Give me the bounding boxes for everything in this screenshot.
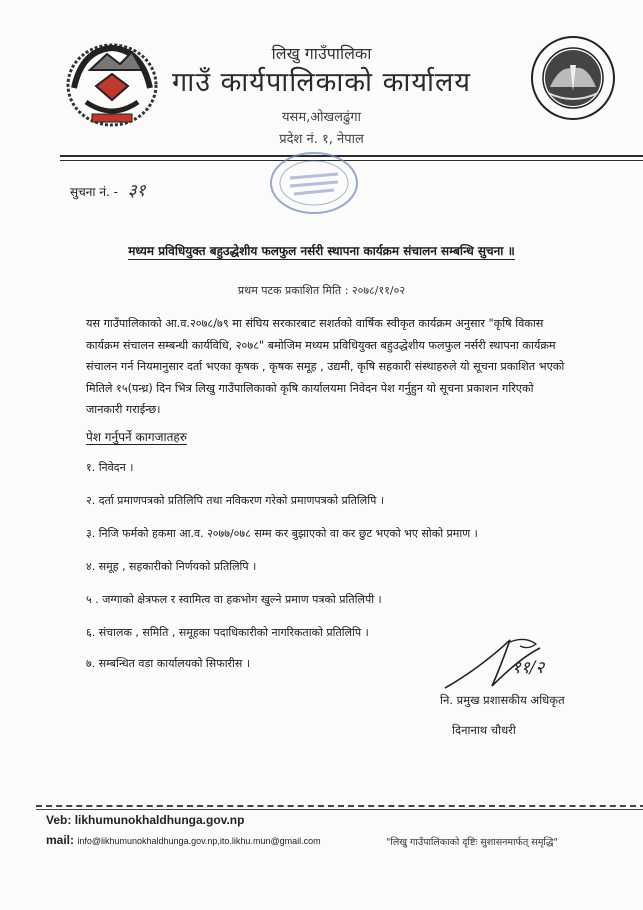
address-line-1: यसम,ओखलढुंगा	[282, 110, 361, 125]
email-link[interactable]: info@likhumunokhaldhunga.gov.np,ito.likhu.mun@gmail.com	[77, 836, 321, 846]
address-line-2: प्रदेश नं. १, नेपाल	[279, 132, 364, 147]
requirement-item: ४. समूह , सहकारीको निर्णयको प्रतिलिपि ।	[86, 560, 257, 573]
notice-number	[70, 178, 145, 201]
footer-divider-thin	[36, 809, 643, 810]
notice-subject-text: मध्यम प्रविधियुक्त बहुउद्धेशीय फलफुल नर्सरी स्थापना कार्यक्रम संचालन सम्बन्धि सुचना ॥	[128, 244, 515, 258]
handwritten-signature	[440, 628, 570, 698]
signatory-title: नि. प्रमुख प्रशासकीय अधिकृत	[440, 693, 565, 707]
requirements-heading	[86, 428, 187, 445]
requirements-heading-text: पेश गर्नुपर्ने कागजातहरु	[86, 430, 187, 444]
body-line: कार्यक्रम संचालन सम्बन्धी कार्यविधि, २०७८" बमोजिम मध्यम प्रविधियुक्त बहुउद्धेशीय फलफुल नर्सरी स्थापना कार्यक्रम	[86, 338, 556, 352]
signatory-name: दिनानाथ चौधरी	[452, 723, 516, 737]
body-line: जानकारी गराईन्छ।	[86, 403, 161, 416]
requirement-item: २. दर्ता प्रमाणपत्रको प्रतिलिपि तथा नविकरण गरेको प्रमाणपत्रको प्रतिलिपि ।	[86, 494, 384, 507]
publish-date: प्रथम पटक प्रकाशित मिति : २०७८/११/०२	[237, 284, 406, 297]
footer-website	[46, 813, 244, 827]
body-line: मितिले १५(पन्ध्र) दिन भित्र लिखु गाउँपालिकाको कृषि कार्यालयमा निवेदन पेश गर्नुहुन यो सूचना प्रकाशन गरिएको	[86, 381, 534, 395]
requirement-item: ६. संचालक , समिति , समूहका पदाधिकारीको नागरिकताको प्रतिलिपि ।	[86, 626, 369, 639]
website-label: Veb:	[46, 813, 72, 827]
notice-body	[86, 313, 594, 421]
requirement-item: ३. निजि फर्मको हकमा आ.व. २०७७/०७८ सम्म कर बुझाएको वा कर छुट भएको भए सोको प्रमाण ।	[86, 527, 478, 540]
footer-divider	[36, 805, 643, 807]
website-link[interactable]: likhumunokhaldhunga.gov.np	[74, 813, 245, 827]
footer-slogan: "लिखु गाउँपालिकाको दृष्टिः सुशासनमार्फत् समृद्धि"	[386, 837, 558, 848]
notice-subject	[0, 242, 643, 259]
requirement-item: ७. सम्बन्धित वडा कार्यालयको सिफारीस ।	[86, 657, 251, 670]
notice-number-value: ३१	[127, 181, 146, 201]
footer-email	[46, 833, 321, 847]
notice-number-label: सुचना नं. -	[70, 185, 118, 199]
signature-date: ११/२	[512, 658, 545, 678]
body-line: संचालन गर्न नियमानुसार दर्ता भएका कृषक , कृषक समूह , उद्यमी, कृषि सहकारी संस्थाहरुले यो सूचना प्रकाशित भएको	[86, 360, 565, 373]
body-line: यस गाउँपालिकाको आ.व.२०७८/७९ मा संघिय सरकारबाट सशर्तको वार्षिक स्वीकृत कार्यक्रम अनुसार "कृषि विकास	[86, 317, 544, 330]
requirement-item: १. निवेदन ।	[86, 461, 134, 474]
office-title: गाउँ कार्यपालिकाको कार्यालय	[172, 67, 471, 98]
municipality-name: लिखु गाउँपालिका	[271, 44, 372, 63]
requirement-item: ५ . जग्गाको क्षेत्रफल र स्वामित्व वा हकभोग खुल्ने प्रमाण पत्रको प्रतिलिपी ।	[86, 593, 382, 606]
email-label: mail:	[46, 833, 75, 847]
office-stamp-icon	[268, 150, 360, 216]
